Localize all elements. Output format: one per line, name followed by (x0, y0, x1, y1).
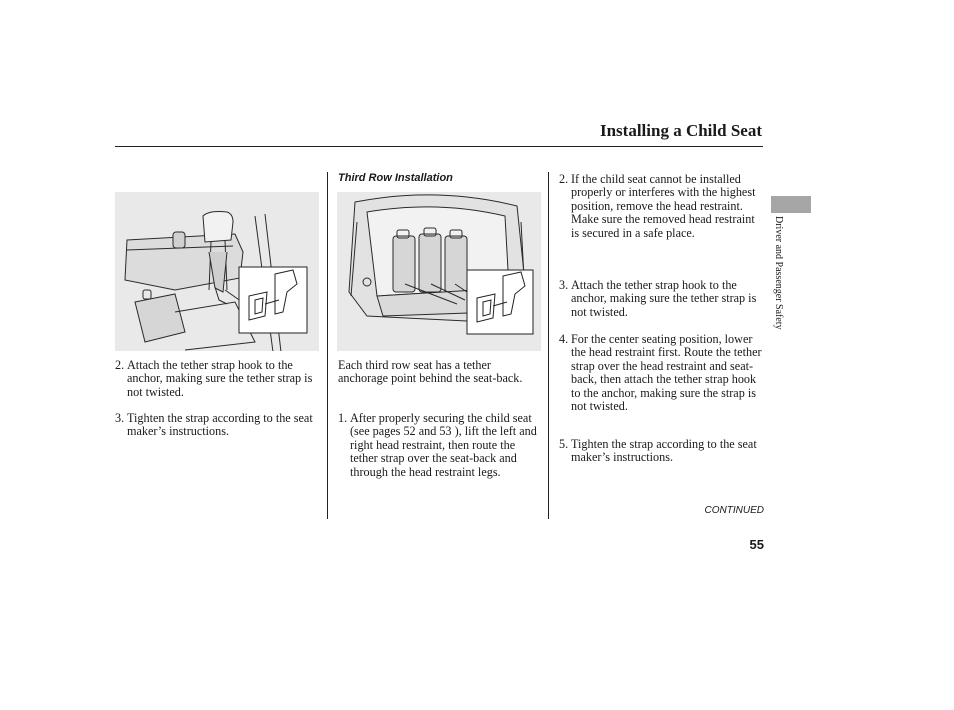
cargo-area-illustration (337, 192, 541, 351)
page-title: Installing a Child Seat (599, 121, 762, 140)
section-side-label: Driver and Passenger Safety (773, 216, 784, 330)
page-number: 55 (749, 537, 764, 552)
list-item: 2. If the child seat cannot be installed properly or interferes with the highest position, remove the head restraint. Make sure the removed head restraint is secured in a safe place. (559, 172, 756, 240)
column-divider-2 (548, 172, 549, 519)
seat-tether-illustration (115, 192, 319, 351)
section-tab-marker (771, 196, 811, 213)
inset-detail (467, 270, 533, 334)
list-item: 2. Attach the tether strap hook to the anchor, making sure the tether strap is not twisted. (115, 358, 313, 399)
continued-label: CONTINUED (704, 505, 764, 516)
intro-paragraph: Each third row seat has a tether anchorage point behind the seat-back. (338, 358, 523, 386)
inset-detail (239, 267, 307, 333)
list-item: 3. Attach the tether strap hook to the anchor, making sure the tether strap is not twisted. (559, 278, 757, 319)
figure-second-row-tether (115, 192, 319, 351)
list-item: 1. After properly securing the child seat (see pages 52 and 53 ), lift the left and right head restraint, then route the tether strap over the seat-back and through the head restraint legs. (338, 411, 537, 479)
list-item: 5. Tighten the strap according to the seat maker’s instructions. (559, 437, 757, 465)
column-divider-1 (327, 172, 328, 519)
list-item: 4. For the center seating position, lower the head restraint first. Route the tether strap over the head restraint and seat-back, then attach the tether strap hook to the anchor, making sure the strap is not twisted. (559, 332, 762, 414)
figure-third-row-tether (337, 192, 541, 351)
title-rule (115, 146, 763, 147)
list-item: 3. Tighten the strap according to the seat maker’s instructions. (115, 411, 313, 439)
figure-caption: Third Row Installation (338, 172, 453, 184)
